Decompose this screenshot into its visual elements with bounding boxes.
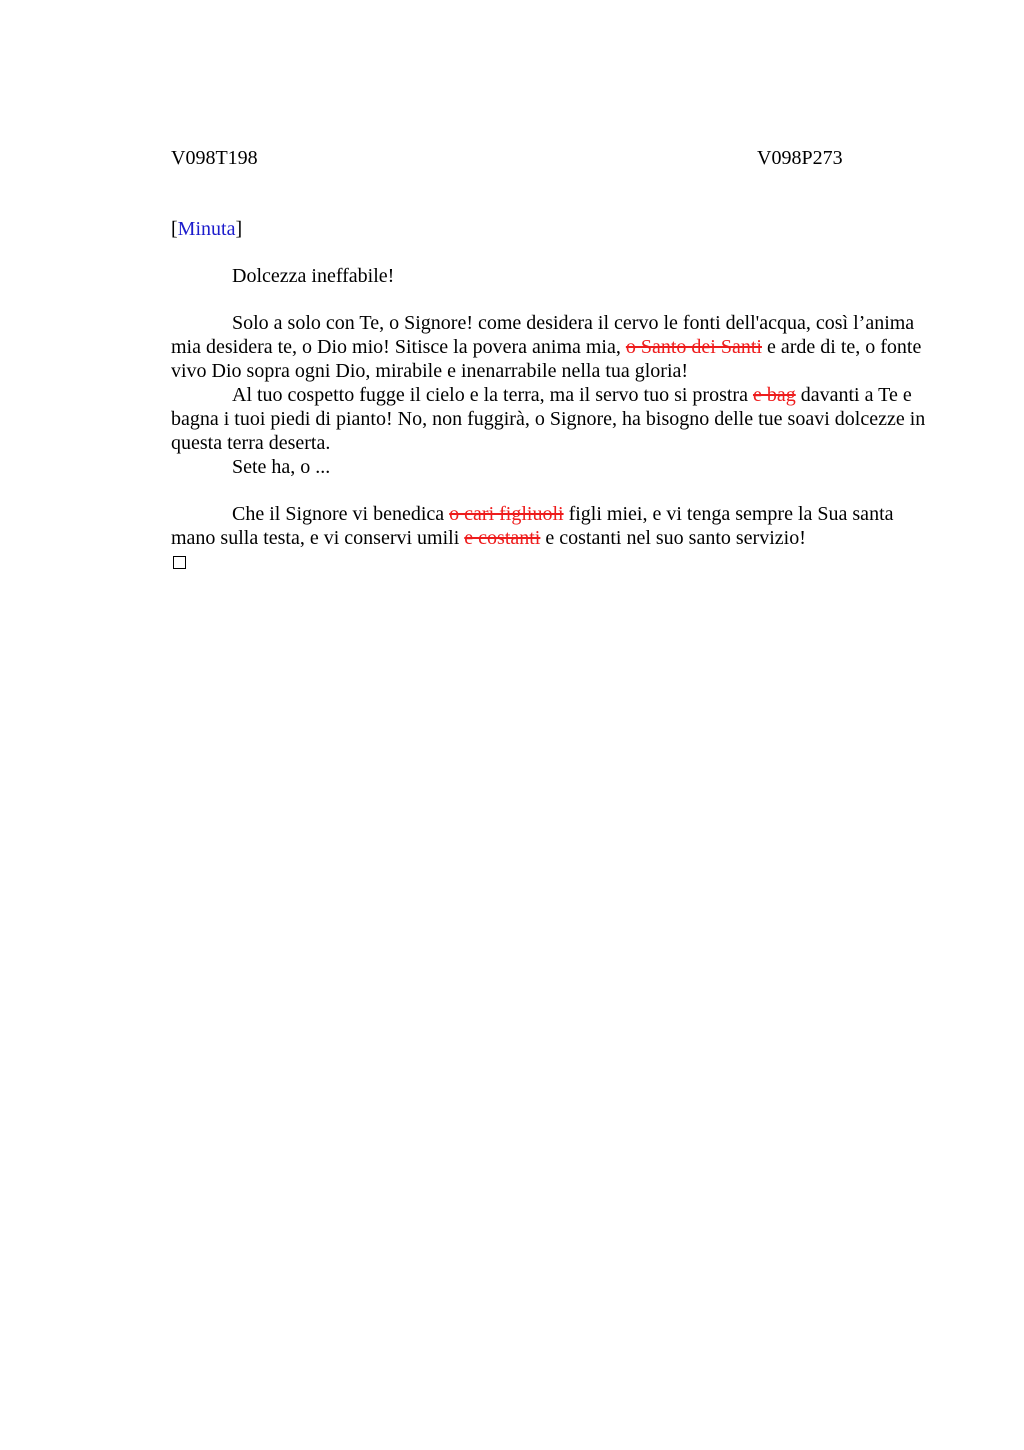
paragraph-1-text-b: e arde di te, o fonte vivo Dio sopra ogni Dio, mirabile e inenarrabile nella tua gloria! xyxy=(171,336,922,382)
deleted-text: e costanti xyxy=(464,527,541,549)
paragraph-1 xyxy=(171,311,927,383)
deleted-text: o cari figliuoli xyxy=(449,503,564,525)
deleted-text: e bag xyxy=(752,384,796,406)
spacer xyxy=(171,479,927,502)
letter-body xyxy=(171,217,927,575)
paragraph-4-text-c: e costanti nel suo santo servizio! xyxy=(540,527,806,549)
paragraph-4-text-a: Che il Signore vi benedica xyxy=(232,503,450,525)
paragraph-4 xyxy=(171,502,927,550)
paragraph-2-text-a: Al tuo cospetto fugge il cielo e la terra, ma il servo tuo si prostra xyxy=(232,384,753,406)
spacer xyxy=(171,288,927,311)
minuta-line xyxy=(171,217,927,241)
paragraph-4-text-b: figli miei, e vi tenga sempre la Sua santa mano sulla testa, e vi conservi umili xyxy=(171,503,894,549)
paragraph-2-text-b: davanti a Te e bagna i tuoi piedi di pianto! No, non fuggirà, o Signore, ha bisogno delle tue soavi dolcezze in questa terra deserta. xyxy=(171,384,926,454)
salutation: Dolcezza ineffabile! xyxy=(232,265,395,287)
checkbox-icon xyxy=(173,556,186,569)
paragraph-1-text-a: Solo a solo con Te, o Signore! come desidera il cervo le fonti dell'acqua, così l’anima mia desidera te, o Dio mio! Sitisce la povera anima mia, xyxy=(171,312,915,358)
end-marker-line xyxy=(171,550,927,575)
paragraph-3: Sete ha, o ... xyxy=(232,456,331,478)
paragraph-2 xyxy=(171,383,927,455)
close-bracket: ] xyxy=(235,218,243,240)
spacer xyxy=(171,241,927,264)
document-code-left: V098T198 xyxy=(171,147,258,169)
open-bracket: [ xyxy=(171,218,178,240)
deleted-text: o Santo dei Santi xyxy=(625,336,762,358)
minuta-label: Minuta xyxy=(177,218,236,240)
document-code-right: V098P273 xyxy=(757,147,843,169)
